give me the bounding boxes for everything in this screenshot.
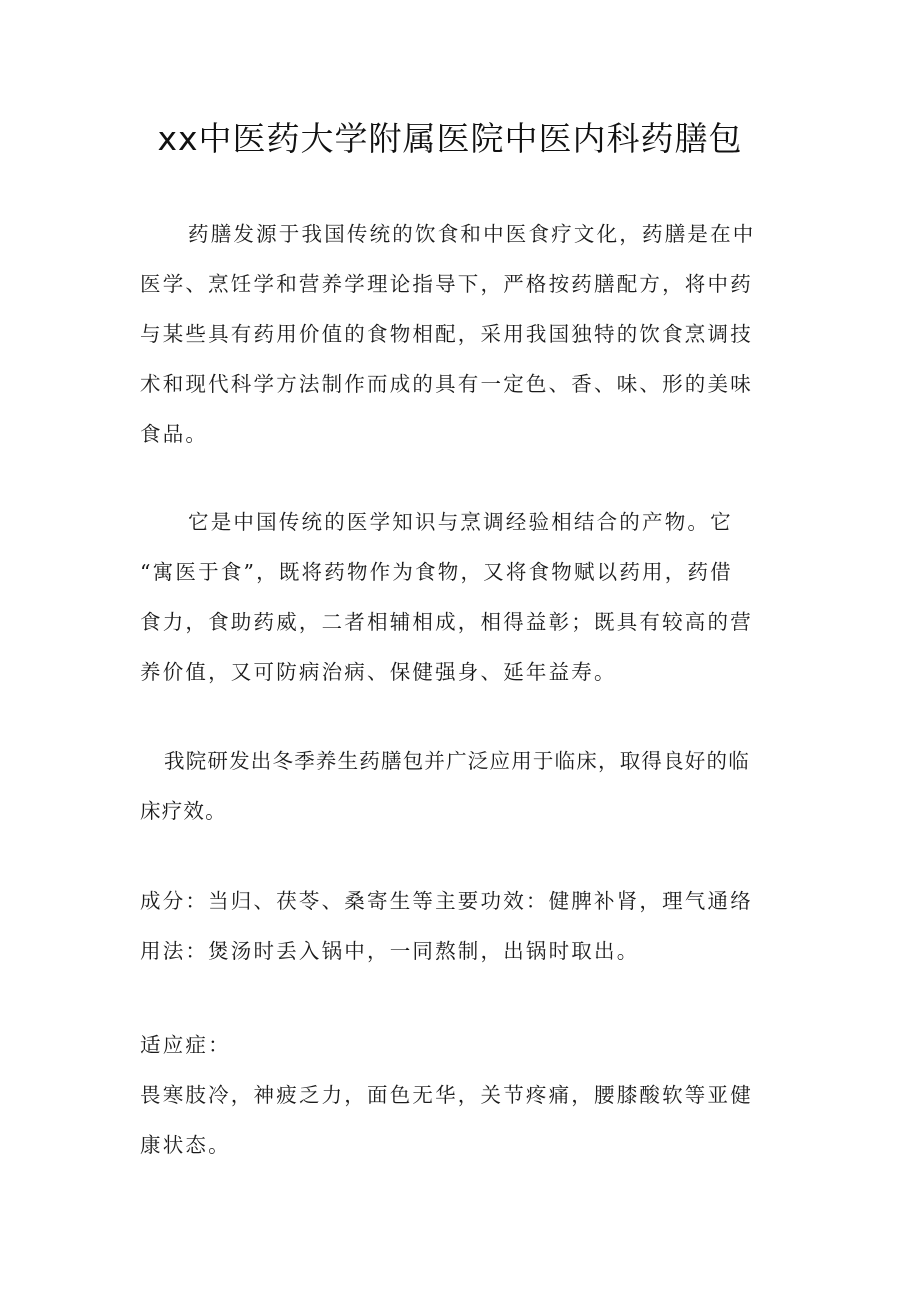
paragraph-indications bbox=[140, 1020, 790, 1170]
paragraph-line: 养价值，又可防病治病、保健强身、延年益寿。 bbox=[140, 660, 617, 684]
paragraph-line: 康状态。 bbox=[140, 1133, 231, 1157]
indications-label: 适应症： bbox=[140, 1033, 231, 1057]
ingredients-line: 成分：当归、茯苓、桑寄生等主要功效：健脾补肾，理气通络 bbox=[140, 889, 753, 913]
paragraph-line: 床疗效。 bbox=[140, 799, 227, 823]
paragraph-research bbox=[140, 736, 790, 836]
paragraph-line: 术和现代科学方法制作而成的具有一定色、香、味、形的美味 bbox=[140, 372, 753, 396]
paragraph-line: 食品。 bbox=[140, 422, 209, 446]
paragraph-line: 与某些具有药用价值的食物相配，采用我国独特的饮食烹调技 bbox=[140, 322, 753, 346]
paragraph-intro bbox=[140, 209, 790, 459]
paragraph-line: 它是中国传统的医学知识与烹调经验相结合的产物。它 bbox=[188, 510, 733, 534]
paragraph-nature bbox=[140, 497, 790, 697]
paragraph-line: 我院研发出冬季养生药膳包并广泛应用于临床，取得良好的临 bbox=[164, 749, 750, 773]
paragraph-line: 食力，食助药威，二者相辅相成，相得益彰；既具有较高的营 bbox=[140, 610, 753, 634]
usage-line: 用法：煲汤时丢入锅中，一同熬制，出锅时取出。 bbox=[140, 939, 640, 963]
paragraph-line: 畏寒肢冷，神疲乏力，面色无华，关节疼痛，腰膝酸软等亚健 bbox=[140, 1083, 753, 1107]
paragraph-line: 医学、烹饪学和营养学理论指导下，严格按药膳配方，将中药 bbox=[140, 272, 753, 296]
document-title: xx中医药大学附属医院中医内科药膳包 bbox=[157, 119, 743, 158]
paragraph-ingredients-usage bbox=[140, 876, 790, 976]
paragraph-line: “寓医于食”，既将药物作为食物，又将食物赋以药用，药借 bbox=[140, 560, 733, 584]
paragraph-line: 药膳发源于我国传统的饮食和中医食疗文化，药膳是在中 bbox=[188, 222, 756, 246]
